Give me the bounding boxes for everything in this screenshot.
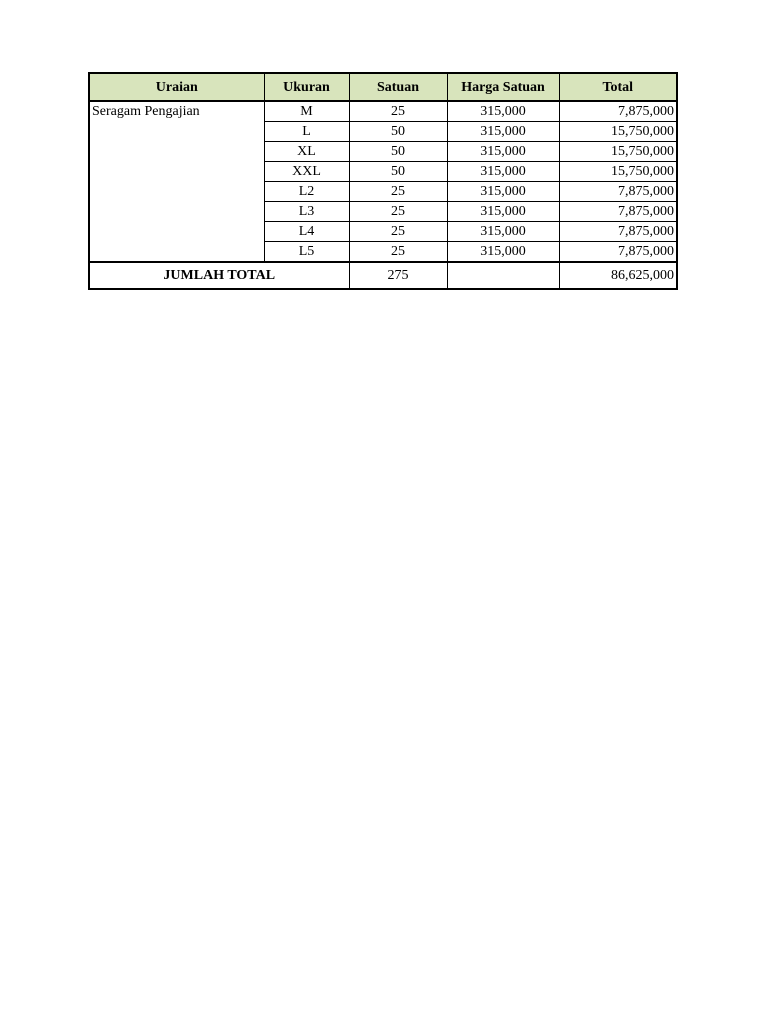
total-row xyxy=(89,262,677,289)
unit-price-cell: 315,000 xyxy=(447,142,559,162)
size-cell: XXL xyxy=(264,162,349,182)
size-cell: XL xyxy=(264,142,349,162)
total-cell: 15,750,000 xyxy=(559,142,677,162)
total-cell: 15,750,000 xyxy=(559,122,677,142)
qty-cell: 25 xyxy=(349,222,447,242)
total-cell: 15,750,000 xyxy=(559,162,677,182)
header-harga-satuan: Harga Satuan xyxy=(447,73,559,101)
size-cell: L3 xyxy=(264,202,349,222)
header-uraian: Uraian xyxy=(89,73,264,101)
empty-unit-price-cell xyxy=(447,262,559,289)
price-table xyxy=(88,72,678,290)
qty-cell: 50 xyxy=(349,122,447,142)
qty-cell: 50 xyxy=(349,142,447,162)
unit-price-cell: 315,000 xyxy=(447,101,559,122)
qty-cell: 25 xyxy=(349,101,447,122)
unit-price-cell: 315,000 xyxy=(447,122,559,142)
grand-total-cell: 86,625,000 xyxy=(559,262,677,289)
total-cell: 7,875,000 xyxy=(559,222,677,242)
item-name-cell: Seragam Pengajian xyxy=(89,101,264,262)
qty-cell: 25 xyxy=(349,202,447,222)
header-total: Total xyxy=(559,73,677,101)
unit-price-cell: 315,000 xyxy=(447,162,559,182)
total-cell: 7,875,000 xyxy=(559,242,677,263)
unit-price-cell: 315,000 xyxy=(447,222,559,242)
size-cell: M xyxy=(264,101,349,122)
total-cell: 7,875,000 xyxy=(559,202,677,222)
qty-total-cell: 275 xyxy=(349,262,447,289)
table-row xyxy=(89,101,677,122)
header-satuan: Satuan xyxy=(349,73,447,101)
size-cell: L5 xyxy=(264,242,349,263)
unit-price-cell: 315,000 xyxy=(447,202,559,222)
qty-cell: 25 xyxy=(349,182,447,202)
size-cell: L2 xyxy=(264,182,349,202)
total-cell: 7,875,000 xyxy=(559,182,677,202)
size-cell: L4 xyxy=(264,222,349,242)
qty-cell: 25 xyxy=(349,242,447,263)
total-cell: 7,875,000 xyxy=(559,101,677,122)
header-ukuran: Ukuran xyxy=(264,73,349,101)
unit-price-cell: 315,000 xyxy=(447,242,559,263)
unit-price-cell: 315,000 xyxy=(447,182,559,202)
size-cell: L xyxy=(264,122,349,142)
jumlah-total-label: JUMLAH TOTAL xyxy=(89,262,349,289)
qty-cell: 50 xyxy=(349,162,447,182)
header-row xyxy=(89,73,677,101)
